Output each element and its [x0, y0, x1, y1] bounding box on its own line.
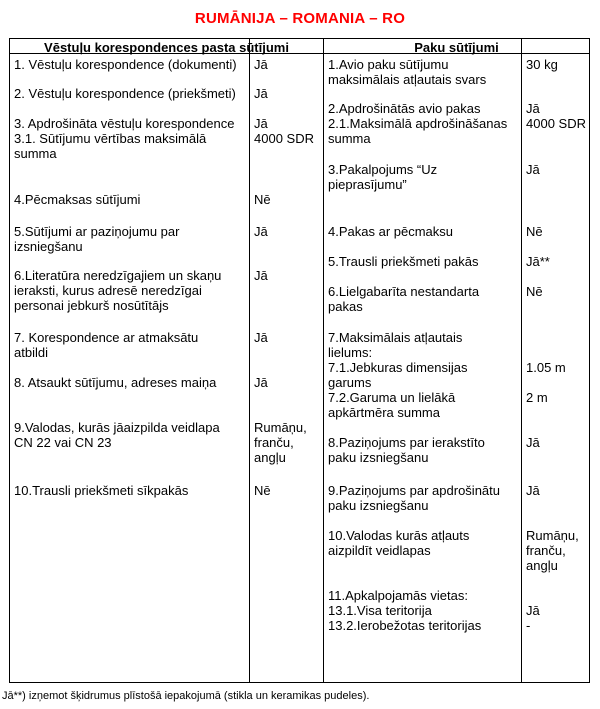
right-row-label: 2.Apdrošinātās avio pakas 2.1.Maksimālā apdrošināšanas summa — [328, 101, 508, 146]
left-row-value: Rumāņu, franču, angļu — [254, 420, 307, 465]
left-row-label: 8. Atsaukt sūtījumu, adreses maiņa — [14, 375, 217, 390]
left-row-value: Jā — [254, 268, 268, 283]
left-row-value: Jā — [254, 224, 268, 239]
header-parcels: Paku sūtījumi — [414, 40, 499, 55]
right-row-label: 5.Trausli priekšmeti pakās — [328, 254, 479, 269]
right-row-value: 1.05 m 2 m — [526, 360, 566, 405]
right-row-label: 4.Pakas ar pēcmaksu — [328, 224, 454, 239]
right-row-value: Rumāņu, franču, angļu — [526, 528, 579, 573]
right-row-label: 11.Apkalpojamās vietas: 13.1.Visa teritorija 13.2.Ierobežotas teritorijas — [328, 588, 482, 633]
column-divider — [249, 39, 250, 682]
left-row-label: 1. Vēstuļu korespondence (dokumenti) — [14, 57, 237, 72]
right-row-value: Jā 4000 SDR — [526, 101, 586, 131]
right-row-label: 10.Valodas kurās atļauts aizpildīt veidlapas — [328, 528, 470, 558]
left-row-value: Jā — [254, 330, 268, 345]
column-divider — [323, 39, 324, 682]
left-row-value: Jā 4000 SDR — [254, 116, 314, 146]
left-row-label: 2. Vēstuļu korespondence (priekšmeti) — [14, 86, 236, 101]
right-row-label: 1.Avio paku sūtījumu maksimālais atļautais svars — [328, 57, 487, 87]
right-row-label: 6.Lielgabarīta nestandarta pakas — [328, 284, 480, 314]
left-row-value: Jā — [254, 57, 268, 72]
left-row-value: Nē — [254, 192, 271, 207]
right-row-label: 8.Paziņojums par ierakstīto paku izsniegšanu — [328, 435, 485, 465]
right-row-value: Nē — [526, 224, 543, 239]
left-row-value: Jā — [254, 375, 268, 390]
right-row-value: Jā — [526, 435, 540, 450]
column-divider — [521, 39, 522, 682]
left-row-label: 4.Pēcmaksas sūtījumi — [14, 192, 141, 207]
right-row-label: 3.Pakalpojums “Uz pieprasījumu” — [328, 162, 438, 192]
right-row-label: 9.Paziņojums par apdrošinātu paku izsniegšanu — [328, 483, 500, 513]
left-row-value: Jā — [254, 86, 268, 101]
right-row-value: Jā — [526, 483, 540, 498]
left-row-label: 5.Sūtījumi ar paziņojumu par izsniegšanu — [14, 224, 180, 254]
right-row-value: Jā** — [526, 254, 550, 269]
right-row-value: Nē — [526, 284, 543, 299]
postal-services-table — [9, 38, 590, 683]
left-row-label: 6.Literatūra neredzīgajiem un skaņu ieraksti, kurus adresē neredzīgai personai jebkurš nosūtītājs — [14, 268, 222, 313]
right-row-label: 7.Maksimālais atļautais lielums: 7.1.Jebkuras dimensijas garums 7.2.Garuma un lielākā apkārtmēra summa — [328, 330, 468, 420]
right-row-value: Jā — [526, 162, 540, 177]
left-row-label: 7. Korespondence ar atmaksātu atbildi — [14, 330, 199, 360]
header-letter-post: Vēstuļu korespondences pasta sūtījumi — [44, 40, 289, 55]
left-row-label: 9.Valodas, kurās jāaizpilda veidlapa CN 22 vai CN 23 — [14, 420, 220, 450]
left-row-label: 3. Apdrošināta vēstuļu korespondence 3.1. Sūtījumu vērtības maksimālā summa — [14, 116, 235, 161]
footnote: Jā**) izņemot šķidrumus plīstošā iepakojumā (stikla un keramikas pudeles). — [2, 690, 370, 702]
right-row-value: 30 kg — [526, 57, 558, 72]
left-row-value: Nē — [254, 483, 271, 498]
page-title: RUMĀNIJA – ROMANIA – RO — [194, 10, 406, 27]
left-row-label: 10.Trausli priekšmeti sīkpakās — [14, 483, 189, 498]
right-row-value: Jā - — [526, 603, 540, 633]
